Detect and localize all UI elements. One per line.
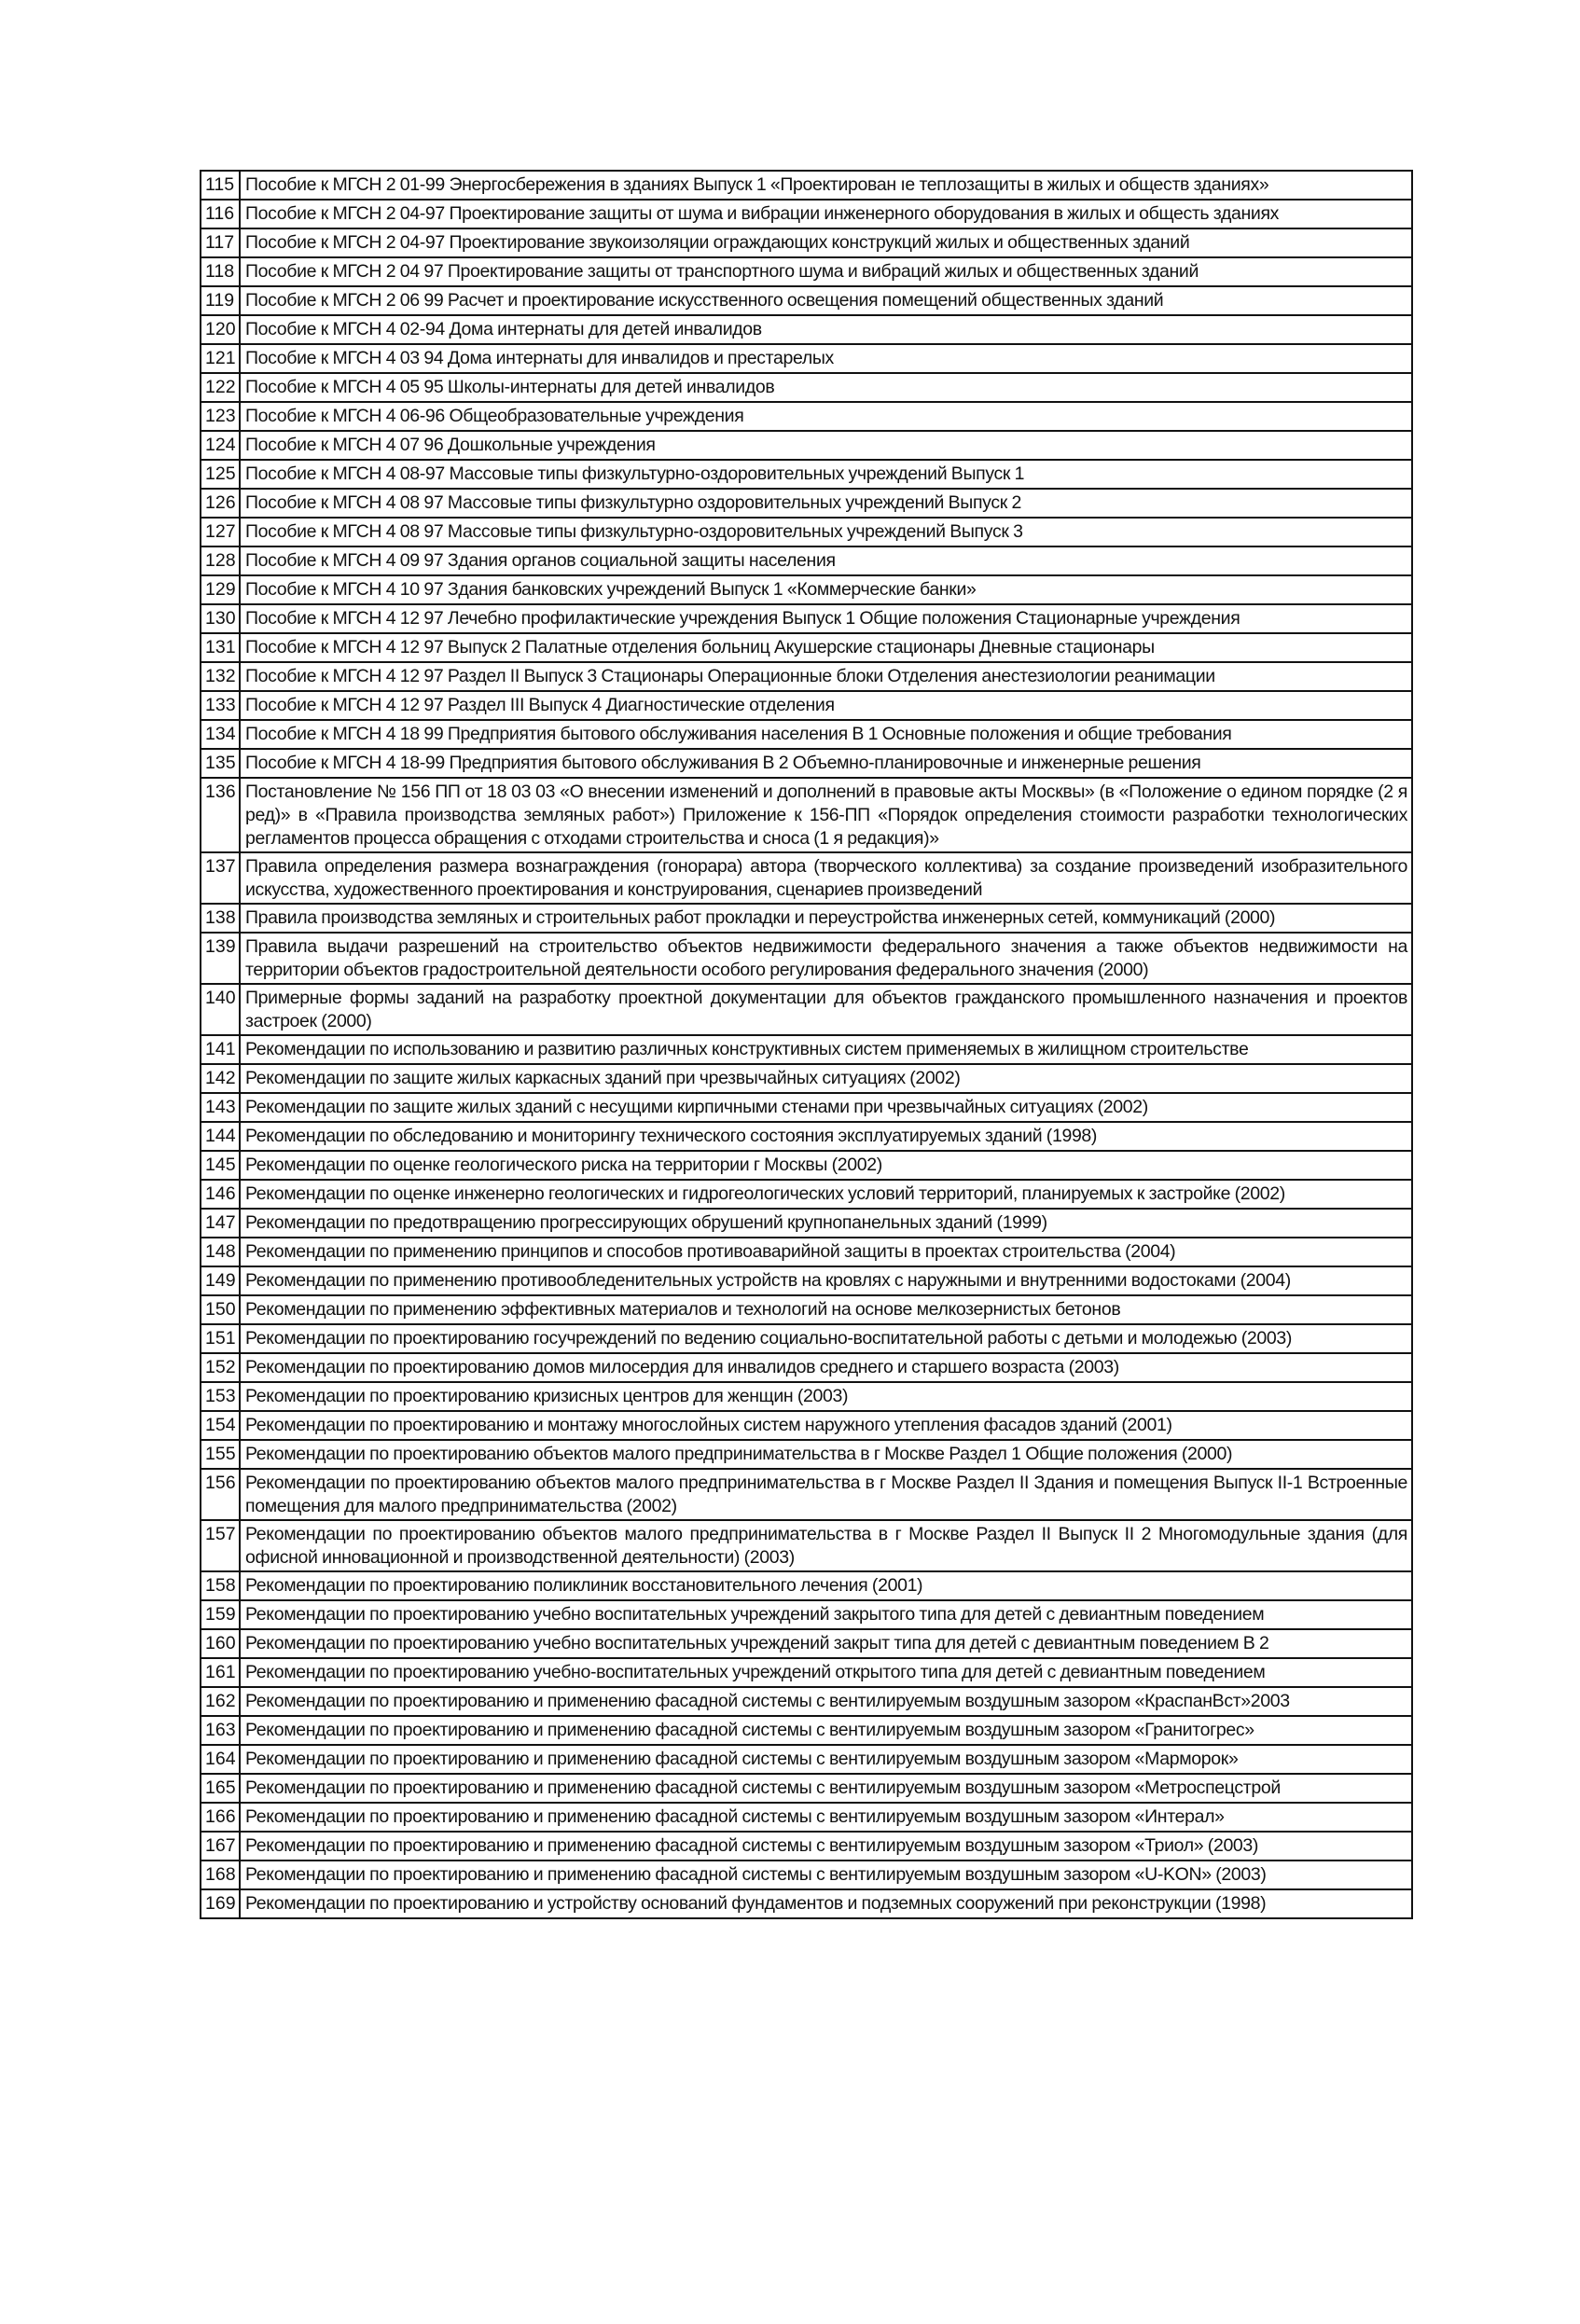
row-title: Правила производства земляных и строительных работ прокладки и переустройства инженерных сетей, коммуникаций (2000) [240, 904, 1412, 933]
row-number: 123 [201, 402, 240, 431]
row-number: 146 [201, 1180, 240, 1209]
row-title: Пособие к МГСН 4 12 97 Раздел II Выпуск 3 Стационары Операционные блоки Отделения анестезиологии реанимации [240, 662, 1412, 691]
row-title: Рекомендации по проектированию учебно воспитательных учреждений закрыт типа для детей с девиантным поведением В 2 [240, 1629, 1412, 1658]
row-number: 119 [201, 286, 240, 315]
table-row [201, 286, 1412, 315]
table-row [201, 904, 1412, 933]
row-title: Рекомендации по предотвращению прогрессирующих обрушений крупнопанельных зданий (1999) [240, 1209, 1412, 1238]
row-number: 130 [201, 604, 240, 633]
table-row [201, 1889, 1412, 1918]
row-title: Рекомендации по проектированию и применению фасадной системы с вентилируемым воздушным зазором «Триол» (2003) [240, 1832, 1412, 1861]
row-number: 157 [201, 1520, 240, 1571]
row-title: Пособие к МГСН 2 04-97 Проектирование звукоизоляции ограждающих конструкций жилых и общественных зданий [240, 228, 1412, 257]
row-title: Рекомендации по защите жилых каркасных зданий при чрезвычайных ситуациях (2002) [240, 1064, 1412, 1093]
table-row [201, 1180, 1412, 1209]
row-number: 141 [201, 1035, 240, 1064]
row-number: 121 [201, 344, 240, 373]
table-row [201, 1469, 1412, 1520]
row-title: Пособие к МГСН 4 05 95 Школы-интернаты для детей инвалидов [240, 373, 1412, 402]
row-title: Рекомендации по оценке геологического риска на территории г Москвы (2002) [240, 1151, 1412, 1180]
table-row [201, 984, 1412, 1035]
row-number: 135 [201, 749, 240, 778]
table-row [201, 720, 1412, 749]
row-title: Рекомендации по проектированию и применению фасадной системы с вентилируемым воздушным зазором «КраспанВст»2003 [240, 1687, 1412, 1716]
table-row [201, 778, 1412, 852]
row-title: Рекомендации по проектированию и устройству оснований фундаментов и подземных сооружений при реконструкции (1998) [240, 1889, 1412, 1918]
row-number: 160 [201, 1629, 240, 1658]
table-row [201, 315, 1412, 344]
row-number: 120 [201, 315, 240, 344]
row-number: 155 [201, 1440, 240, 1469]
row-title: Рекомендации по проектированию учебно-воспитательных учреждений открытого типа для детей с девиантным поведением [240, 1658, 1412, 1687]
row-title: Постановление № 156 ПП от 18 03 03 «О внесении изменений и дополнений в правовые акты Москвы» (в «Положение о едином порядке (2 я ред)» в «Правила производства земляных работ») Приложение к 156-ПП «Порядок определения стоимости разработки технологических регламентов процесса обращения с отходами строительства и сноса (1 я редакция)» [240, 778, 1412, 852]
row-title: Рекомендации по применению противообледенительных устройств на кровлях с наружными и внутренними водостоками (2004) [240, 1266, 1412, 1295]
row-number: 149 [201, 1266, 240, 1295]
row-title: Рекомендации по проектированию и применению фасадной системы с вентилируемым воздушным зазором «Гранитогрес» [240, 1716, 1412, 1745]
row-title: Рекомендации по проектированию и применению фасадной системы с вентилируемым воздушным зазором «U-KON» (2003) [240, 1861, 1412, 1889]
row-title: Рекомендации по проектированию и применению фасадной системы с вентилируемым воздушным зазором «Марморок» [240, 1745, 1412, 1774]
row-number: 164 [201, 1745, 240, 1774]
document-page [200, 170, 1413, 1919]
row-title: Правила определения размера вознаграждения (гонорара) автора (творческого коллектива) за создание произведений изобразительного искусства, художественного проектирования и конструирования, сценариев произведений [240, 852, 1412, 904]
table-row [201, 431, 1412, 460]
table-row [201, 171, 1412, 200]
row-title: Пособие к МГСН 4 03 94 Дома интернаты для инвалидов и престарелых [240, 344, 1412, 373]
table-row [201, 228, 1412, 257]
row-title: Рекомендации по проектированию объектов малого предпринимательства в г Москве Раздел II Выпуск II 2 Многомодульные здания (для офисной инновационной и производственной деятельности) (2003) [240, 1520, 1412, 1571]
row-number: 153 [201, 1382, 240, 1411]
row-number: 136 [201, 778, 240, 852]
table-row [201, 1122, 1412, 1151]
row-title: Пособие к МГСН 2 04 97 Проектирование защиты от транспортного шума и вибраций жилых и общественных зданий [240, 257, 1412, 286]
row-number: 145 [201, 1151, 240, 1180]
row-number: 142 [201, 1064, 240, 1093]
row-title: Пособие к МГСН 2 01-99 Энергосбережения в зданиях Выпуск 1 «Проектирован ıe теплозащиты в жилых и обществ зданиях» [240, 171, 1412, 200]
row-number: 158 [201, 1571, 240, 1600]
table-row [201, 1861, 1412, 1889]
row-title: Рекомендации по применению принципов и способов противоаварийной защиты в проектах строительства (2004) [240, 1238, 1412, 1266]
table-row [201, 575, 1412, 604]
row-title: Рекомендации по обследованию и мониторингу технического состояния эксплуатируемых зданий (1998) [240, 1122, 1412, 1151]
row-number: 125 [201, 460, 240, 489]
table-row [201, 460, 1412, 489]
row-number: 148 [201, 1238, 240, 1266]
row-title: Пособие к МГСН 4 08 97 Массовые типы физкультурно оздоровительных учреждений Выпуск 2 [240, 489, 1412, 518]
table-row [201, 1382, 1412, 1411]
table-row [201, 1774, 1412, 1803]
row-title: Рекомендации по оценке инженерно геологических и гидрогеологических условий территорий, планируемых к застройке (2002) [240, 1180, 1412, 1209]
row-title: Пособие к МГСН 2 06 99 Расчет и проектирование искусственного освещения помещений общественных зданий [240, 286, 1412, 315]
table-row [201, 546, 1412, 575]
row-number: 163 [201, 1716, 240, 1745]
table-row [201, 1238, 1412, 1266]
table-row [201, 1658, 1412, 1687]
row-number: 132 [201, 662, 240, 691]
table-row [201, 518, 1412, 546]
row-number: 166 [201, 1803, 240, 1832]
row-number: 137 [201, 852, 240, 904]
row-number: 147 [201, 1209, 240, 1238]
row-title: Рекомендации по защите жилых зданий с несущими кирпичными стенами при чрезвычайных ситуациях (2002) [240, 1093, 1412, 1122]
row-number: 161 [201, 1658, 240, 1687]
row-number: 162 [201, 1687, 240, 1716]
table-row [201, 1064, 1412, 1093]
table-row [201, 1745, 1412, 1774]
table-row [201, 1209, 1412, 1238]
row-number: 168 [201, 1861, 240, 1889]
row-number: 133 [201, 691, 240, 720]
row-title: Рекомендации по проектированию кризисных центров для женщин (2003) [240, 1382, 1412, 1411]
table-row [201, 1295, 1412, 1324]
row-title: Пособие к МГСН 4 18 99 Предприятия бытового обслуживания населения В 1 Основные положения и общие требования [240, 720, 1412, 749]
table-body [201, 171, 1412, 1918]
row-title: Рекомендации по проектированию объектов малого предпринимательства в г Москве Раздел II Здания и помещения Выпуск II-1 Встроенные помещения для малого предпринимательства (2002) [240, 1469, 1412, 1520]
row-number: 156 [201, 1469, 240, 1520]
table-row [201, 933, 1412, 984]
row-number: 127 [201, 518, 240, 546]
row-number: 159 [201, 1600, 240, 1629]
row-title: Рекомендации по проектированию госучреждений по ведению социально-воспитательной работы с детьми и молодежью (2003) [240, 1324, 1412, 1353]
row-number: 151 [201, 1324, 240, 1353]
row-number: 131 [201, 633, 240, 662]
row-number: 129 [201, 575, 240, 604]
row-number: 154 [201, 1411, 240, 1440]
row-number: 118 [201, 257, 240, 286]
table-row [201, 604, 1412, 633]
row-title: Пособие к МГСН 4 09 97 Здания органов социальной защиты населения [240, 546, 1412, 575]
row-title: Пособие к МГСН 4 02-94 Дома интернаты для детей инвалидов [240, 315, 1412, 344]
table-row [201, 1571, 1412, 1600]
row-title: Рекомендации по проектированию и применению фасадной системы с вентилируемым воздушным зазором «Метроспецстрой [240, 1774, 1412, 1803]
row-title: Пособие к МГСН 4 12 97 Выпуск 2 Палатные отделения больниц Акушерские стационары Дневные стационары [240, 633, 1412, 662]
row-number: 128 [201, 546, 240, 575]
row-number: 122 [201, 373, 240, 402]
row-number: 117 [201, 228, 240, 257]
row-title: Пособие к МГСН 4 08 97 Массовые типы физкультурно-оздоровительных учреждений Выпуск 3 [240, 518, 1412, 546]
row-title: Пособие к МГСН 4 10 97 Здания банковских учреждений Выпуск 1 «Коммерческие банки» [240, 575, 1412, 604]
row-number: 144 [201, 1122, 240, 1151]
table-row [201, 662, 1412, 691]
row-number: 167 [201, 1832, 240, 1861]
table-row [201, 1520, 1412, 1571]
row-title: Пособие к МГСН 4 12 97 Раздел III Выпуск 4 Диагностические отделения [240, 691, 1412, 720]
table-row [201, 691, 1412, 720]
row-number: 152 [201, 1353, 240, 1382]
row-number: 139 [201, 933, 240, 984]
row-title: Рекомендации по применению эффективных материалов и технологий на основе мелкозернистых бетонов [240, 1295, 1412, 1324]
row-number: 140 [201, 984, 240, 1035]
row-number: 124 [201, 431, 240, 460]
table-row [201, 1411, 1412, 1440]
table-row [201, 1324, 1412, 1353]
table-row [201, 1716, 1412, 1745]
table-row [201, 852, 1412, 904]
row-title: Примерные формы заданий на разработку проектной документации для объектов гражданского промышленного назначения и проектов застроек (2000) [240, 984, 1412, 1035]
row-title: Пособие к МГСН 4 06-96 Общеобразовательные учреждения [240, 402, 1412, 431]
table-row [201, 1266, 1412, 1295]
row-title: Пособие к МГСН 4 18-99 Предприятия бытового обслуживания В 2 Объемно-планировочные и инженерные решения [240, 749, 1412, 778]
table-row [201, 1803, 1412, 1832]
table-row [201, 257, 1412, 286]
row-title: Пособие к МГСН 4 08-97 Массовые типы физкультурно-оздоровительных учреждений Выпуск 1 [240, 460, 1412, 489]
row-number: 116 [201, 200, 240, 228]
row-title: Пособие к МГСН 4 07 96 Дошкольные учреждения [240, 431, 1412, 460]
table-row [201, 200, 1412, 228]
row-title: Рекомендации по проектированию поликлиник восстановительного лечения (2001) [240, 1571, 1412, 1600]
table-row [201, 1093, 1412, 1122]
row-title: Рекомендации по проектированию объектов малого предпринимательства в г Москве Раздел 1 Общие положения (2000) [240, 1440, 1412, 1469]
table-row [201, 1832, 1412, 1861]
row-number: 126 [201, 489, 240, 518]
row-title: Рекомендации по проектированию и применению фасадной системы с вентилируемым воздушным зазором «Интерал» [240, 1803, 1412, 1832]
row-title: Рекомендации по проектированию и монтажу многослойных систем наружного утепления фасадов зданий (2001) [240, 1411, 1412, 1440]
row-number: 138 [201, 904, 240, 933]
table-row [201, 1440, 1412, 1469]
row-title: Рекомендации по использованию и развитию различных конструктивных систем применяемых в жилищном строительстве [240, 1035, 1412, 1064]
row-number: 150 [201, 1295, 240, 1324]
table-row [201, 1600, 1412, 1629]
row-number: 115 [201, 171, 240, 200]
document-list-table [200, 170, 1413, 1919]
table-row [201, 749, 1412, 778]
row-title: Правила выдачи разрешений на строительство объектов недвижимости федерального значения а также объектов недвижимости на территории объектов градостроительной деятельности особого регулирования федерального значения (2000) [240, 933, 1412, 984]
table-row [201, 373, 1412, 402]
table-row [201, 1353, 1412, 1382]
row-number: 134 [201, 720, 240, 749]
table-row [201, 1687, 1412, 1716]
row-title: Пособие к МГСН 4 12 97 Лечебно профилактические учреждения Выпуск 1 Общие положения Стационарные учреждения [240, 604, 1412, 633]
table-row [201, 489, 1412, 518]
table-row [201, 633, 1412, 662]
table-row [201, 1035, 1412, 1064]
table-row [201, 1629, 1412, 1658]
row-number: 143 [201, 1093, 240, 1122]
row-number: 165 [201, 1774, 240, 1803]
row-title: Рекомендации по проектированию домов милосердия для инвалидов среднего и старшего возраста (2003) [240, 1353, 1412, 1382]
table-row [201, 402, 1412, 431]
table-row [201, 1151, 1412, 1180]
row-title: Пособие к МГСН 2 04-97 Проектирование защиты от шума и вибрации инженерного оборудования в жилых и общесть зданиях [240, 200, 1412, 228]
row-number: 169 [201, 1889, 240, 1918]
table-row [201, 344, 1412, 373]
row-title: Рекомендации по проектированию учебно воспитательных учреждений закрытого типа для детей с девиантным поведением [240, 1600, 1412, 1629]
